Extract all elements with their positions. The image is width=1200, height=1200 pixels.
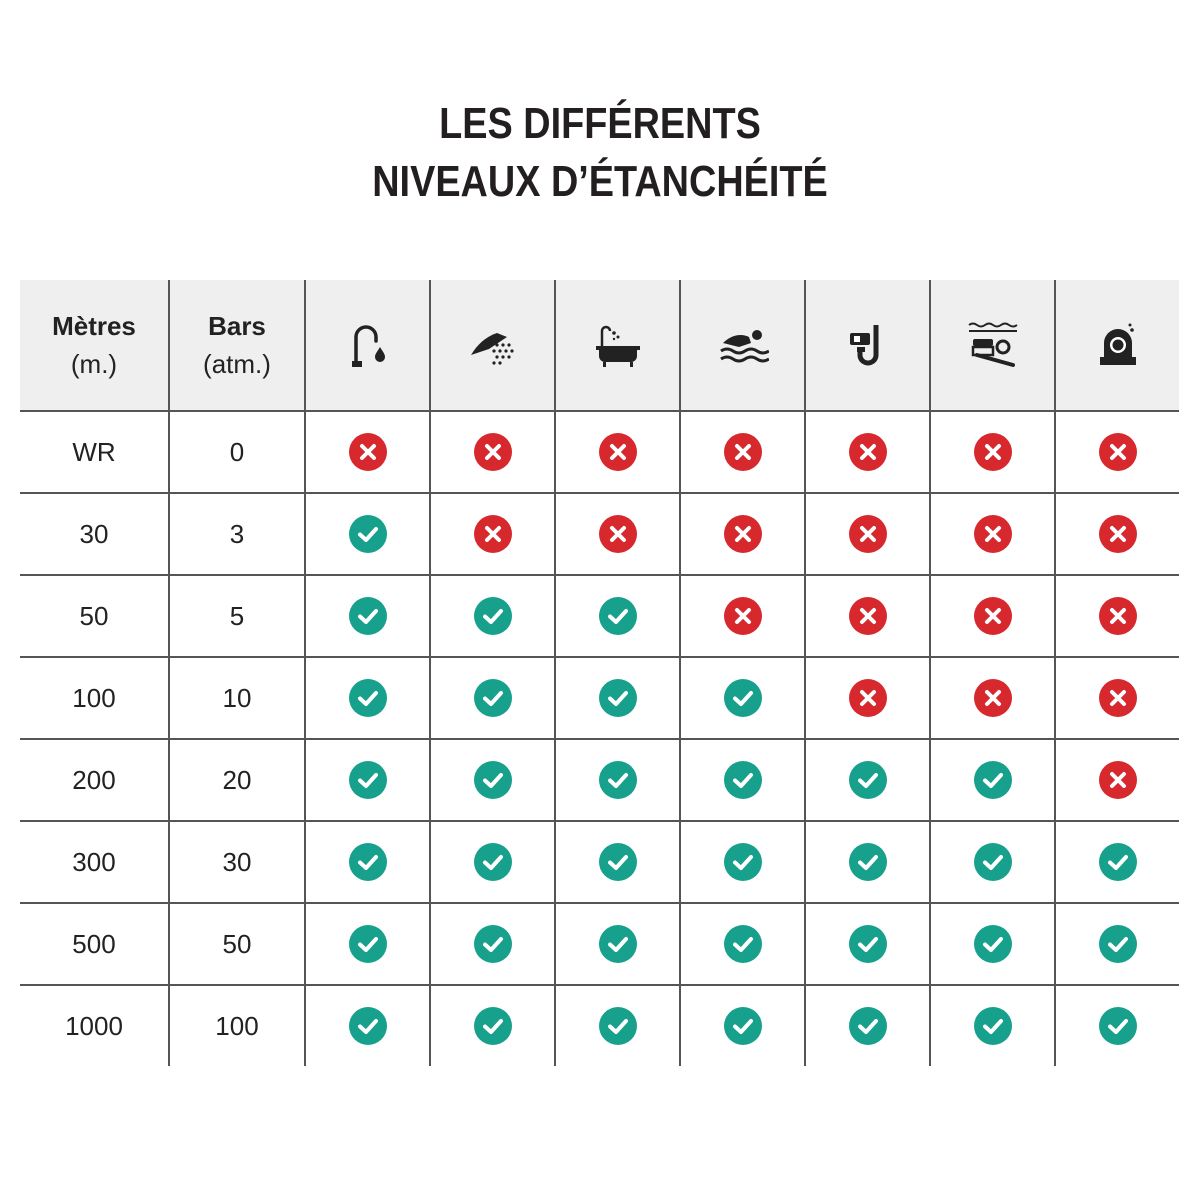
metres-cell: WR (72, 436, 116, 467)
table-row (20, 822, 1179, 904)
status-cell (304, 412, 429, 492)
check-icon (724, 761, 762, 799)
cross-icon (974, 679, 1012, 717)
cross-icon (974, 515, 1012, 553)
status-cell (929, 822, 1054, 902)
status-cell (304, 658, 429, 738)
cross-icon (349, 433, 387, 471)
metres-cell: 300 (72, 846, 116, 877)
check-icon (599, 1007, 637, 1045)
status-cell (679, 658, 804, 738)
cross-icon (849, 515, 887, 553)
status-cell (429, 494, 554, 574)
check-icon (599, 597, 637, 635)
bars-cell: 3 (168, 494, 304, 574)
diving-helmet-icon (1092, 319, 1144, 371)
bars-cell: 5 (168, 576, 304, 656)
check-icon (599, 925, 637, 963)
header-helmet (1054, 280, 1179, 410)
status-cell (679, 986, 804, 1066)
status-cell (1054, 576, 1179, 656)
metres-cell: 50 (79, 600, 109, 631)
status-cell (929, 904, 1054, 984)
bars-cell: 10 (168, 658, 304, 738)
cross-icon (724, 597, 762, 635)
cross-icon (474, 515, 512, 553)
cross-icon (974, 597, 1012, 635)
check-icon (724, 843, 762, 881)
check-icon (349, 679, 387, 717)
status-cell (554, 986, 679, 1066)
status-cell (679, 904, 804, 984)
page-title (84, 95, 1116, 211)
status-cell (804, 986, 929, 1066)
check-icon (724, 1007, 762, 1045)
cross-icon (724, 433, 762, 471)
cross-icon (974, 433, 1012, 471)
status-cell (929, 986, 1054, 1066)
status-cell (429, 822, 554, 902)
check-icon (849, 925, 887, 963)
header-shower (429, 280, 554, 410)
status-cell (304, 822, 429, 902)
check-icon (1099, 1007, 1137, 1045)
check-icon (1099, 925, 1137, 963)
status-cell (429, 576, 554, 656)
check-icon (349, 1007, 387, 1045)
check-icon (724, 925, 762, 963)
status-cell (679, 822, 804, 902)
check-icon (974, 761, 1012, 799)
status-cell (929, 576, 1054, 656)
status-cell (429, 740, 554, 820)
header-tap (304, 280, 429, 410)
status-cell (554, 412, 679, 492)
status-cell (679, 412, 804, 492)
check-icon (599, 679, 637, 717)
table-row (20, 412, 1179, 494)
header-diver (929, 280, 1054, 410)
header-bars-label: Bars (208, 311, 266, 341)
status-cell (554, 576, 679, 656)
status-cell (804, 904, 929, 984)
cross-icon (599, 433, 637, 471)
header-bath (554, 280, 679, 410)
bathtub-icon (592, 319, 644, 371)
cross-icon (1099, 761, 1137, 799)
check-icon (849, 1007, 887, 1045)
cross-icon (599, 515, 637, 553)
bars-cell: 0 (168, 412, 304, 492)
status-cell (554, 904, 679, 984)
status-cell (804, 658, 929, 738)
status-cell (679, 494, 804, 574)
check-icon (349, 761, 387, 799)
header-metres-label: Mètres (52, 311, 136, 341)
header-metres-unit: (m.) (70, 349, 118, 379)
status-cell (429, 904, 554, 984)
check-icon (474, 597, 512, 635)
status-cell (304, 740, 429, 820)
table-row (20, 904, 1179, 986)
check-icon (1099, 843, 1137, 881)
status-cell (304, 494, 429, 574)
title-line-1: LES DIFFÉRENTS (439, 99, 761, 148)
check-icon (349, 843, 387, 881)
check-icon (349, 515, 387, 553)
bars-cell: 100 (168, 986, 304, 1066)
cross-icon (1099, 597, 1137, 635)
status-cell (554, 740, 679, 820)
cross-icon (474, 433, 512, 471)
status-cell (929, 494, 1054, 574)
metres-cell: 500 (72, 928, 116, 959)
status-cell (804, 822, 929, 902)
metres-cell: 200 (72, 764, 116, 795)
status-cell (1054, 412, 1179, 492)
status-cell (304, 576, 429, 656)
status-cell (1054, 740, 1179, 820)
status-cell (1054, 494, 1179, 574)
snorkel-mask-icon (842, 319, 894, 371)
table-row (20, 740, 1179, 822)
check-icon (849, 761, 887, 799)
check-icon (974, 925, 1012, 963)
bars-cell: 30 (168, 822, 304, 902)
status-cell (679, 740, 804, 820)
table-row (20, 576, 1179, 658)
status-cell (429, 658, 554, 738)
status-cell (304, 904, 429, 984)
water-resistance-table (20, 280, 1179, 1066)
underwater-diver-icon (967, 319, 1019, 371)
rain-shower-icon (467, 319, 519, 371)
check-icon (474, 925, 512, 963)
status-cell (554, 658, 679, 738)
cross-icon (1099, 515, 1137, 553)
header-snorkel (804, 280, 929, 410)
status-cell (804, 576, 929, 656)
status-cell (1054, 658, 1179, 738)
check-icon (349, 925, 387, 963)
header-bars (168, 280, 304, 410)
status-cell (429, 412, 554, 492)
status-cell (679, 576, 804, 656)
check-icon (849, 843, 887, 881)
status-cell (1054, 986, 1179, 1066)
check-icon (724, 679, 762, 717)
check-icon (474, 761, 512, 799)
status-cell (554, 494, 679, 574)
swimmer-icon (717, 319, 769, 371)
bars-cell: 50 (168, 904, 304, 984)
status-cell (804, 740, 929, 820)
status-cell (804, 412, 929, 492)
status-cell (1054, 904, 1179, 984)
table-row (20, 658, 1179, 740)
status-cell (429, 986, 554, 1066)
status-cell (929, 412, 1054, 492)
metres-cell: 30 (79, 518, 109, 549)
status-cell (804, 494, 929, 574)
status-cell (929, 740, 1054, 820)
metres-cell: 1000 (65, 1010, 123, 1041)
table-header-row (20, 280, 1179, 412)
table-row (20, 986, 1179, 1066)
cross-icon (849, 433, 887, 471)
bars-cell: 20 (168, 740, 304, 820)
header-swim (679, 280, 804, 410)
cross-icon (1099, 679, 1137, 717)
check-icon (599, 761, 637, 799)
status-cell (304, 986, 429, 1066)
check-icon (974, 1007, 1012, 1045)
header-metres (20, 280, 168, 410)
cross-icon (1099, 433, 1137, 471)
table-row (20, 494, 1179, 576)
cross-icon (849, 679, 887, 717)
check-icon (474, 1007, 512, 1045)
check-icon (349, 597, 387, 635)
check-icon (474, 679, 512, 717)
status-cell (929, 658, 1054, 738)
tap-drop-icon (342, 319, 394, 371)
metres-cell: 100 (72, 682, 116, 713)
status-cell (1054, 822, 1179, 902)
check-icon (974, 843, 1012, 881)
cross-icon (849, 597, 887, 635)
title-line-2: NIVEAUX D’ÉTANCHÉITÉ (372, 157, 828, 206)
check-icon (474, 843, 512, 881)
status-cell (554, 822, 679, 902)
check-icon (599, 843, 637, 881)
header-bars-unit: (atm.) (203, 349, 271, 379)
cross-icon (724, 515, 762, 553)
